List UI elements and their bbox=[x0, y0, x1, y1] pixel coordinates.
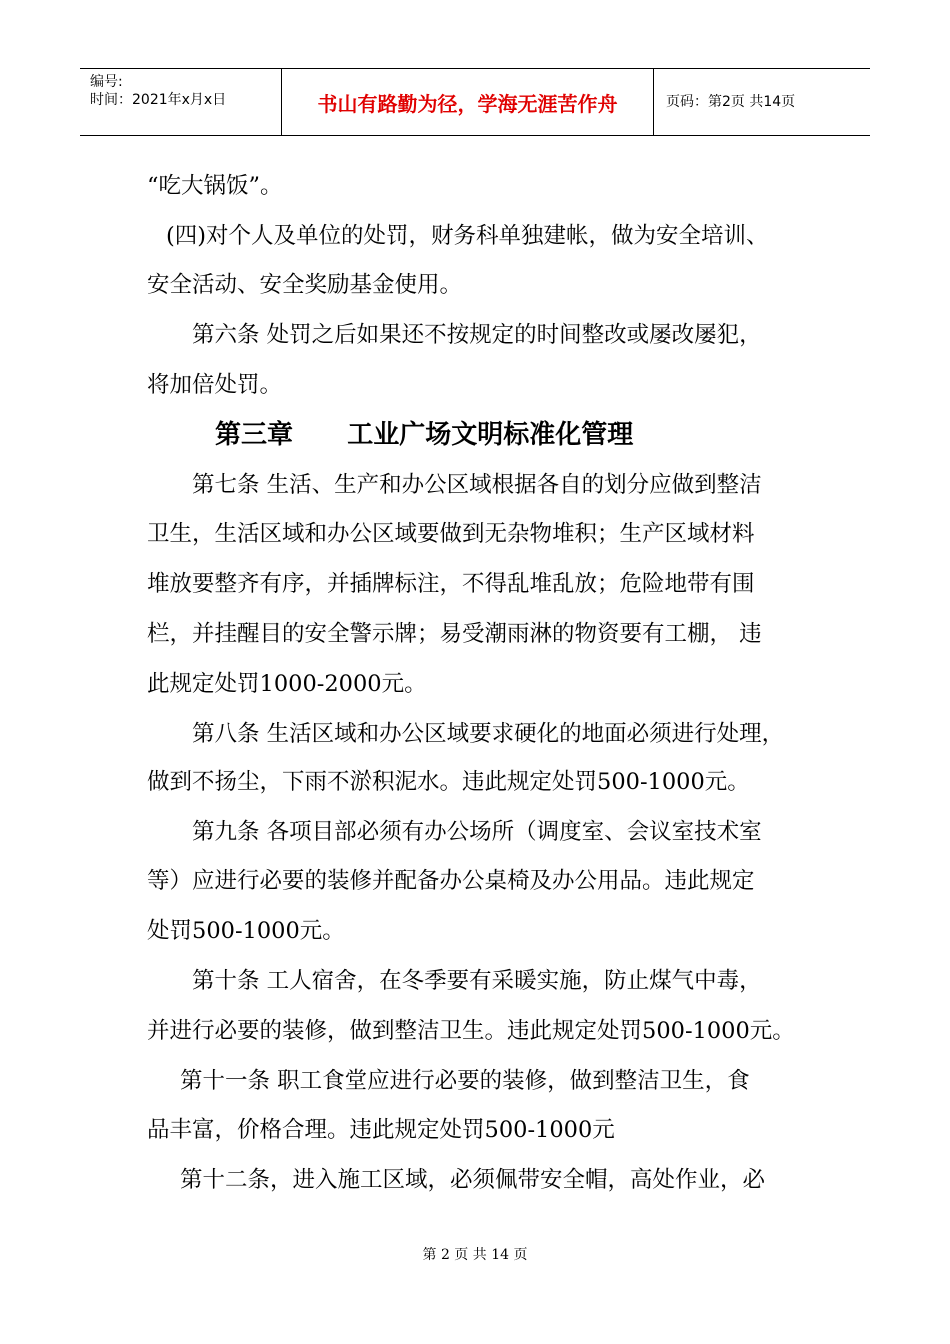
body-line: (四)对个人及单位的处罚，财务科单独建帐，做为安全培训、 bbox=[166, 223, 769, 249]
header-left-cell bbox=[80, 69, 282, 135]
page-footer: 第 2 页 共 14 页 bbox=[422, 1247, 528, 1263]
body-line: 第十二条，进入施工区域，必须佩带安全帽，高处作业，必 bbox=[180, 1167, 766, 1193]
body-line: “吃大锅饭”。 bbox=[147, 173, 283, 199]
body-line: 卫生，生活区域和办公区域要做到无杂物堆积；生产区域材料 bbox=[147, 521, 755, 547]
body-line: 做到不扬尘，下雨不淤积泥水。违此规定处罚500-1000元。 bbox=[147, 769, 750, 795]
body-line: 堆放要整齐有序，并插牌标注，不得乱堆乱放；危险地带有围 bbox=[147, 571, 755, 597]
header-page-info: 页码：第2页 共14页 bbox=[666, 94, 796, 110]
body-line: 第十条 工人宿舍，在冬季要有采暖实施，防止煤气中毒， bbox=[192, 968, 762, 994]
header-motto: 书山有路勤为径，学海无涯苦作舟 bbox=[317, 92, 618, 116]
chapter-heading: 第三章 工业广场文明标准化管理 bbox=[215, 420, 634, 450]
body-line: 第六条 处罚之后如果还不按规定的时间整改或屡改屡犯， bbox=[192, 322, 762, 348]
body-line: 第九条 各项目部必须有办公场所（调度室、会议室技术室 bbox=[192, 819, 762, 845]
body-line: 栏，并挂醒目的安全警示牌；易受潮雨淋的物资要有工棚， 违 bbox=[147, 621, 762, 647]
document-number-label: 编号: bbox=[90, 74, 123, 90]
header-motto-cell bbox=[282, 69, 654, 135]
header-right-cell bbox=[654, 69, 870, 135]
body-line: 安全活动、安全奖励基金使用。 bbox=[147, 272, 463, 298]
body-line: 处罚500-1000元。 bbox=[147, 918, 345, 944]
body-line: 第八条 生活区域和办公区域要求硬化的地面必须进行处理， bbox=[192, 721, 785, 747]
body-line: 第十一条 职工食堂应进行必要的装修，做到整洁卫生，食 bbox=[180, 1068, 750, 1094]
body-line: 品丰富，价格合理。违此规定处罚500-1000元 bbox=[147, 1117, 615, 1143]
body-line: 第七条 生活、生产和办公区域根据各自的划分应做到整洁 bbox=[192, 472, 762, 498]
body-line: 并进行必要的装修，做到整洁卫生。违此规定处罚500-1000元。 bbox=[147, 1018, 795, 1044]
document-date-label: 时间：2021年x月x日 bbox=[90, 92, 227, 108]
body-line: 此规定处罚1000-2000元。 bbox=[147, 671, 427, 697]
page-header bbox=[80, 68, 870, 136]
body-line: 将加倍处罚。 bbox=[147, 372, 283, 398]
body-line: 等）应进行必要的装修并配备办公桌椅及办公用品。违此规定 bbox=[147, 868, 755, 894]
